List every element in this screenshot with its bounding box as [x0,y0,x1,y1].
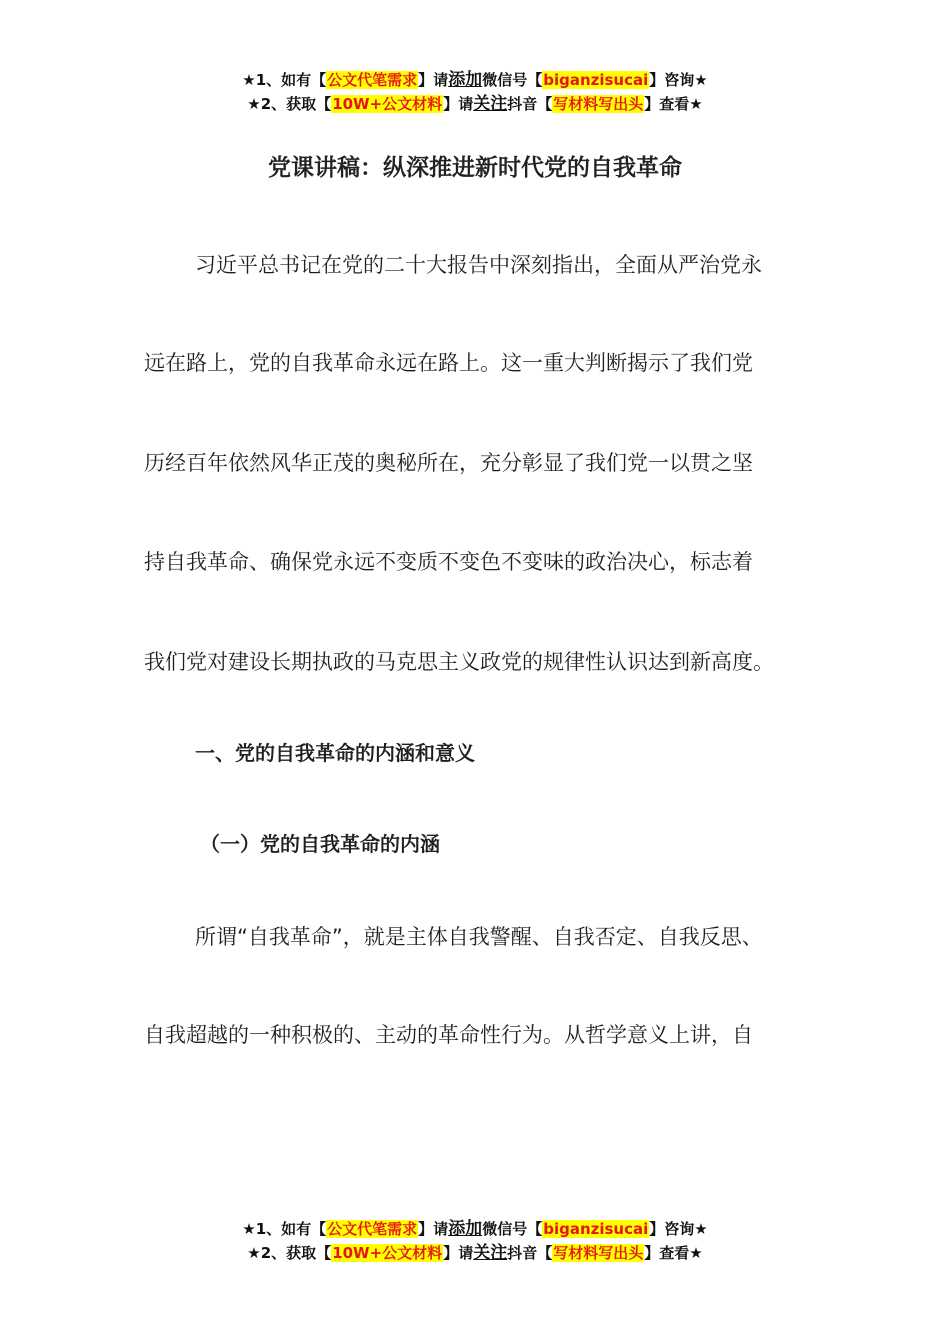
banner-wechat-id: biganzisucai [543,71,649,89]
banner-douyin-id: 写材料写出头 [553,95,644,113]
paragraph-line: 持自我革命、确保党永远不变质不变色不变味的政治决心，标志着 [144,550,753,574]
bottom-banner [0,1217,950,1265]
paragraph-line: 所谓“自我革命”，就是主体自我警醒、自我否定、自我反思、 [195,925,763,949]
banner-line-1 [0,1217,950,1241]
banner-wechat-id: biganzisucai [543,1220,649,1238]
paragraph-line: 自我超越的一种积极的、主动的革命性行为。从哲学意义上讲，自 [144,1023,753,1047]
banner-highlight: 公文代笔需求 [327,1220,418,1238]
banner-text: 】请 [443,1244,474,1262]
banner-text: ★1、如有【 [242,1220,327,1238]
subsection-heading: （一）党的自我革命的内涵 [200,832,440,856]
banner-highlight: 10W+公文材料 [332,95,443,113]
banner-text: ★1、如有【 [242,71,327,89]
banner-text: 】请 [418,71,449,89]
top-banner [0,68,950,116]
banner-line-2 [0,92,950,116]
banner-emphasis: 关注 [473,94,508,114]
banner-line-1 [0,68,950,92]
banner-line-2 [0,1241,950,1265]
paragraph-line: 习近平总书记在党的二十大报告中深刻指出，全面从严治党永 [195,253,762,277]
banner-text: 微信号【 [482,1220,543,1238]
section-heading: 一、党的自我革命的内涵和意义 [195,741,475,765]
document-title: 党课讲稿：纵深推进新时代党的自我革命 [268,155,682,181]
banner-text: 微信号【 [482,71,543,89]
banner-emphasis: 添加 [448,1219,483,1239]
banner-text: 】咨询★ [649,1220,708,1238]
banner-emphasis: 添加 [448,70,483,90]
banner-text: 】请 [418,1220,449,1238]
banner-douyin-id: 写材料写出头 [553,1244,644,1262]
banner-text: 抖音【 [507,95,553,113]
banner-text: 】查看★ [644,1244,703,1262]
paragraph-line: 我们党对建设长期执政的马克思主义政党的规律性认识达到新高度。 [144,650,774,674]
banner-highlight: 10W+公文材料 [332,1244,443,1262]
banner-highlight: 公文代笔需求 [327,71,418,89]
banner-text: ★2、获取【 [247,1244,332,1262]
banner-text: 】查看★ [644,95,703,113]
banner-emphasis: 关注 [473,1243,508,1263]
banner-text: 抖音【 [507,1244,553,1262]
paragraph-line: 历经百年依然风华正茂的奥秘所在，充分彰显了我们党一以贯之坚 [144,451,753,475]
paragraph-line: 远在路上，党的自我革命永远在路上。这一重大判断揭示了我们党 [144,351,753,375]
banner-text: ★2、获取【 [247,95,332,113]
banner-text: 】请 [443,95,474,113]
banner-text: 】咨询★ [649,71,708,89]
